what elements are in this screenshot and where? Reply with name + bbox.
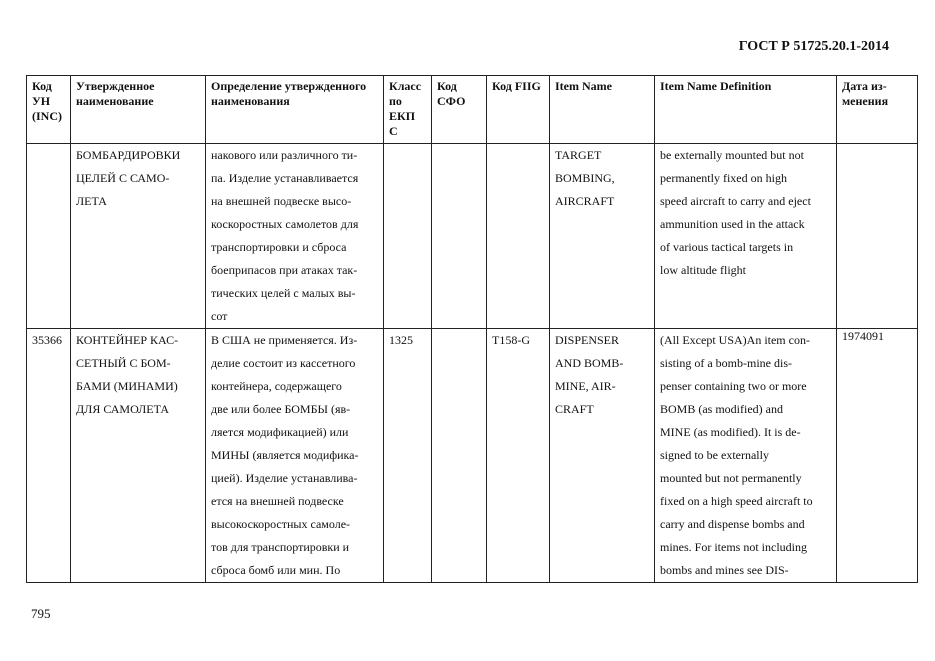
text-line: КОНТЕЙНЕР КАС-	[76, 333, 179, 347]
cell-definition	[206, 144, 384, 329]
text-line: ДЛЯ САМОЛЕТА	[76, 402, 170, 416]
text-line: ЦЕЛЕЙ С САМО-	[76, 171, 170, 185]
text-line: carry and dispense bombs and	[660, 517, 805, 531]
document-standard-header: ГОСТ Р 51725.20.1-2014	[738, 39, 889, 54]
header-item-name: Item Name	[550, 76, 655, 144]
cell-inc	[27, 144, 71, 329]
header-fiig-code: Код FIIG	[487, 76, 550, 144]
header-change-date: Дата из- менения	[837, 76, 918, 144]
text-line: bombs and mines see DIS-	[660, 563, 789, 577]
cell-sfo-code	[432, 329, 487, 583]
cell-item-name	[550, 329, 655, 583]
header-inc: Код УН (INC)	[27, 76, 71, 144]
cell-ekps-class	[384, 144, 432, 329]
text-line: BOMBING,	[555, 171, 615, 185]
page-number: 795	[31, 606, 51, 621]
text-line: коскоростных самолетов для	[211, 217, 359, 231]
text-line: mines. For items not including	[660, 540, 807, 554]
text-line: signed to be externally	[660, 448, 769, 462]
cell-fiig-code	[487, 144, 550, 329]
text-line: па. Изделие устанавливается	[211, 171, 359, 185]
text-line: тов для транспортировки и	[211, 540, 350, 554]
text-line: ammunition used in the attack	[660, 217, 805, 231]
text-line: ется на внешней подвеске	[211, 494, 344, 508]
header-sfo-code: Код СФО	[432, 76, 487, 144]
text-line: делие состоит из кассетного	[211, 356, 356, 370]
text-line: DISPENSER	[555, 333, 620, 347]
table-header-row	[27, 76, 918, 144]
text-line: mounted but not permanently	[660, 471, 802, 485]
text-line: speed aircraft to carry and eject	[660, 194, 811, 208]
header-definition: Определение утвержденного наименования	[206, 76, 384, 144]
cell-definition	[206, 329, 384, 583]
cell-item-name	[550, 144, 655, 329]
cell-inc: 35366	[27, 329, 71, 583]
cell-item-name-definition	[655, 144, 837, 329]
cell-change-date: 1974091	[837, 329, 918, 583]
table-row	[27, 329, 918, 583]
text-line: транспортировки и сброса	[211, 240, 347, 254]
text-line: СЕТНЫЙ С БОМ-	[76, 356, 171, 370]
text-line: сброса бомб или мин. По	[211, 563, 341, 577]
text-line: be externally mounted but not	[660, 148, 804, 162]
cell-fiig-code: T158-G	[487, 329, 550, 583]
text-line: боеприпасов при атаках так-	[211, 263, 358, 277]
text-line: penser containing two or more	[660, 379, 807, 393]
text-line: В США не применяется. Из-	[211, 333, 358, 347]
header-item-name-definition: Item Name Definition	[655, 76, 837, 144]
text-line: TARGET	[555, 148, 602, 162]
text-line: две или более БОМБЫ (яв-	[211, 402, 351, 416]
text-line: permanently fixed on high	[660, 171, 787, 185]
text-line: low altitude flight	[660, 263, 746, 277]
text-line: sisting of a bomb-mine dis-	[660, 356, 792, 370]
text-line: накового или различного ти-	[211, 148, 358, 162]
text-line: ЛЕТА	[76, 194, 107, 208]
text-line: AND BOMB-	[555, 356, 624, 370]
text-line: AIRCRAFT	[555, 194, 615, 208]
cell-approved-name	[71, 144, 206, 329]
cell-ekps-class: 1325	[384, 329, 432, 583]
text-line: БАМИ (МИНАМИ)	[76, 379, 178, 393]
text-line: of various tactical targets in	[660, 240, 794, 254]
catalog-table	[26, 75, 918, 583]
header-ekps-class: Класс по ЕКП С	[384, 76, 432, 144]
cell-change-date	[837, 144, 918, 329]
text-line: fixed on a high speed aircraft to	[660, 494, 813, 508]
text-line: (All Except USA)An item con-	[660, 333, 810, 347]
text-line: на внешней подвеске высо-	[211, 194, 352, 208]
text-line: ляется модификацией) или	[211, 425, 349, 439]
text-line: тических целей с малых вы-	[211, 286, 356, 300]
table-row	[27, 144, 918, 329]
text-line: высокоскоростных самоле-	[211, 517, 351, 531]
cell-sfo-code	[432, 144, 487, 329]
cell-item-name-definition	[655, 329, 837, 583]
text-line: MINE, AIR-	[555, 379, 616, 393]
text-line: сот	[211, 309, 228, 323]
text-line: CRAFT	[555, 402, 594, 416]
text-line: контейнера, содержащего	[211, 379, 342, 393]
text-line: цией). Изделие устанавлива-	[211, 471, 358, 485]
text-line: MINE (as modified). It is de-	[660, 425, 801, 439]
text-line: BOMB (as modified) and	[660, 402, 783, 416]
text-line: БОМБАРДИРОВКИ	[76, 148, 181, 162]
cell-approved-name	[71, 329, 206, 583]
header-approved-name: Утвержденное наименование	[71, 76, 206, 144]
text-line: МИНЫ (является модифика-	[211, 448, 359, 462]
